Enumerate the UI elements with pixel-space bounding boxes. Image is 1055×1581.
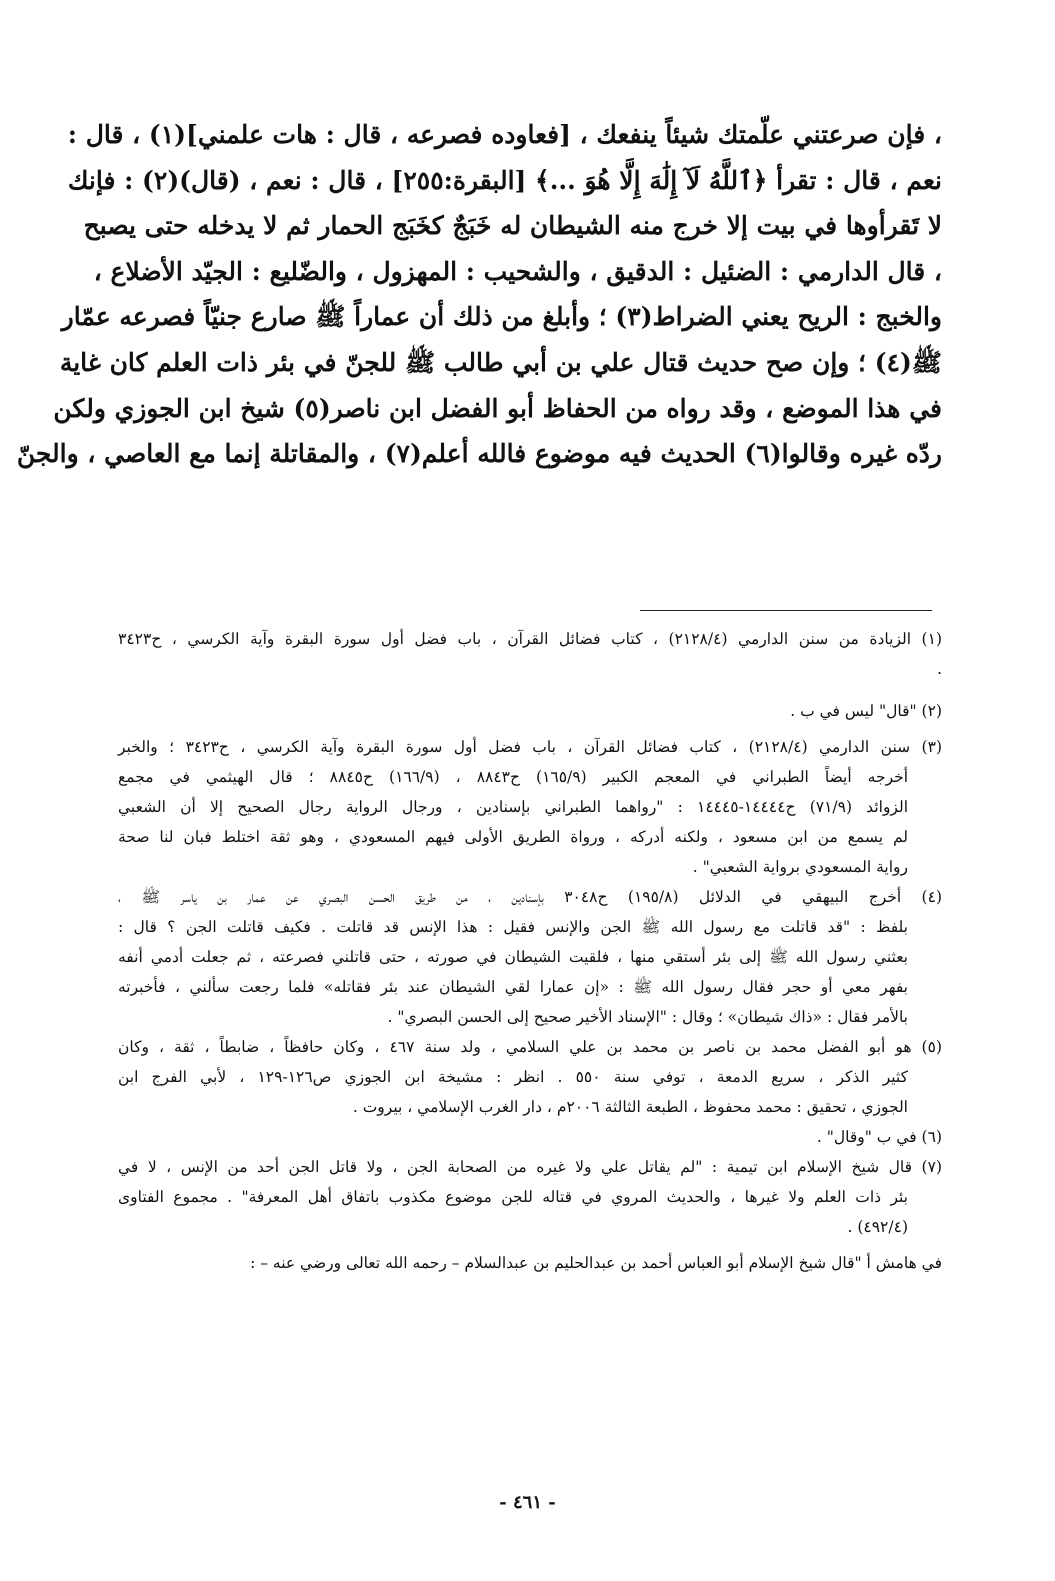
footnote-4 xyxy=(118,882,942,1032)
footnote-line: بالأمر فقال : «ذاك شيطان» ؛ وقال : "الإسناد الأخير صحيح إلى الحسن البصري" . xyxy=(387,1008,908,1026)
main-text-line: لا تَقرأوها في بيت إلا خرج منه الشيطان له خَبَجٌ كخَبَج الحمار ثم لا يدخله حتى يصبح xyxy=(83,211,942,241)
footnote-line: الزوائد (٧١/٩) ح١٤٤٤٤-١٤٤٤٥ : "رواهما الطبراني بإسنادين ، ورجال الرواية رجال الصحيح إلا أن الشعبي xyxy=(118,798,909,816)
footnote-line: (٢) "قال" ليس في ب . xyxy=(790,702,942,720)
main-text-line: في هذا الموضع ، وقد رواه من الحفاظ أبو الفضل ابن ناصر(٥) شيخ ابن الجوزي ولكن xyxy=(53,393,942,423)
footnote-line: رواية المسعودي برواية الشعبي" . xyxy=(692,858,908,876)
footnote-line: أخرجه أيضاً الطبراني في المعجم الكبير (١٦٥/٩) ح٨٨٤٣ ، (١٦٦/٩) ح٨٨٤٥ ؛ قال الهيثمي في مجمع xyxy=(118,768,909,786)
margin-note xyxy=(118,1248,942,1278)
footnote-line: (٧) قال شيخ الإسلام ابن تيمية : "لم يقاتل علي ولا غيره من الصحابة الجن ، ولا قاتل الجن أحد من الإنس ، لا في xyxy=(118,1158,942,1176)
main-text-body xyxy=(16,112,942,477)
footnote-3 xyxy=(118,732,942,882)
footnote-line: (١) الزيادة من سنن الدارمي (٢١٢٨/٤) ، كتاب فضائل القرآن ، باب فضل أول سورة البقرة وآية الكرسي ، ح٣٤٢٣ xyxy=(118,630,942,648)
margin-note-line: في هامش أ "قال شيخ الإسلام أبو العباس أحمد بن عبدالحليم بن عبدالسلام – رحمه الله تعالى ورضي عنه – : xyxy=(250,1254,942,1272)
main-text-line: ﷺ(٤) ؛ وإن صح حديث قتال علي بن أبي طالب ﷺ للجنّ في بئر ذات العلم كان غاية xyxy=(59,347,942,377)
footnote-line: (٤) أخرج البيهقي في الدلائل (١٩٥/٨) ح٣٠٤٨ بإسنادين ، من طريق الحسن البصري عن عمار بن ياسر ﷺ ، xyxy=(118,888,942,906)
footnote-6 xyxy=(118,1122,942,1152)
footnote-line: . xyxy=(937,660,942,678)
footnote-line: لم يسمع من ابن مسعود ، ولكنه أدركه ، ورواة الطريق الأولى فيهم المسعودي ، وهو ثقة اختلط فبان لنا صحة xyxy=(118,828,908,846)
footnote-line: الجوزي ، تحقيق : محمد محفوظ ، الطبعة الثالثة ٢٠٠٦م ، دار الغرب الإسلامي ، بيروت . xyxy=(352,1098,908,1116)
footnote-line: بئر ذات العلم ولا غيرها ، والحديث المروي في قتاله للجن موضوع مكذوب باتفاق أهل المعرفة" . مجموع الفتاوى xyxy=(118,1188,908,1206)
footnote-line: كثير الذكر ، سريع الدمعة ، توفي سنة ٥٥٠ . انظر : مشيخة ابن الجوزي ص١٢٦-١٢٩ ، لأبي الفرج ابن xyxy=(118,1068,908,1086)
footnote-divider xyxy=(640,610,932,611)
footnotes-section xyxy=(118,624,942,1278)
page-number: - ٤٦١ - xyxy=(499,1492,556,1513)
main-text-line: ، قال الدارمي : الضئيل : الدقيق ، والشحيب : المهزول ، والضّليع : الجيّد الأضلاع ، xyxy=(93,256,942,286)
footnote-line: (٥) هو أبو الفضل محمد بن ناصر بن محمد بن علي السلامي ، ولد سنة ٤٦٧ ، وكان حافظاً ، ضابطاً ، ثقة ، وكان xyxy=(118,1038,942,1056)
main-text-line: ردّه غيره وقالوا(٦) الحديث فيه موضوع فالله أعلم(٧) ، والمقاتلة إنما مع العاصي ، والجنّ xyxy=(16,439,942,469)
footnote-5 xyxy=(118,1032,942,1122)
footnote-line: (٦) في ب "وقال" . xyxy=(816,1128,942,1146)
footnote-line: بعثني رسول الله ﷺ إلى بئر أستقي منها ، فلقيت الشيطان في صورته ، حتى قاتلني فصرعته ، ثم جعلت أدمي أنفه xyxy=(118,948,908,966)
footnote-line: بلفظ : "قد قاتلت مع رسول الله ﷺ الجن والإنس فقيل : هذا الإنس قد قاتلت . فكيف قاتلت الجن ؟ قال : xyxy=(118,918,908,936)
footnote-line: (٣) سنن الدارمي (٢١٢٨/٤) ، كتاب فضائل القرآن ، باب فضل أول سورة البقرة وآية الكرسي ، ح٣٤٢٣ ؛ والخبر xyxy=(118,738,942,756)
footnote-line: (٤٩٢/٤) . xyxy=(847,1218,908,1236)
footnote-2 xyxy=(118,696,942,726)
main-text-line: والخبج : الريح يعني الضراط(٣) ؛ وأبلغ من ذلك أن عماراً ﷺ صارع جنيّاً فصرعه عمّار xyxy=(61,302,942,332)
footnote-line: بفهر معي أو حجر فقال رسول الله ﷺ : «إن عمارا لقي الشيطان عند بئر فقاتله» فلما رجعت سألني ، فأخبرته xyxy=(118,978,908,996)
main-text-line: ، فإن صرعتني علّمتك شيئاً ينفعك ، [فعاوده فصرعه ، قال : هات علمني](١) ، قال : xyxy=(67,120,942,149)
main-text-line: نعم ، قال : تقرأ ﴿ٱللَّهُ لَآ إِلَٰهَ إِلَّا هُوَ ...﴾ [البقرة:٢٥٥] ، قال : نعم ، (قال)(٢) : فإنك xyxy=(67,165,942,195)
footnote-7 xyxy=(118,1152,942,1242)
footnote-1 xyxy=(118,624,942,684)
